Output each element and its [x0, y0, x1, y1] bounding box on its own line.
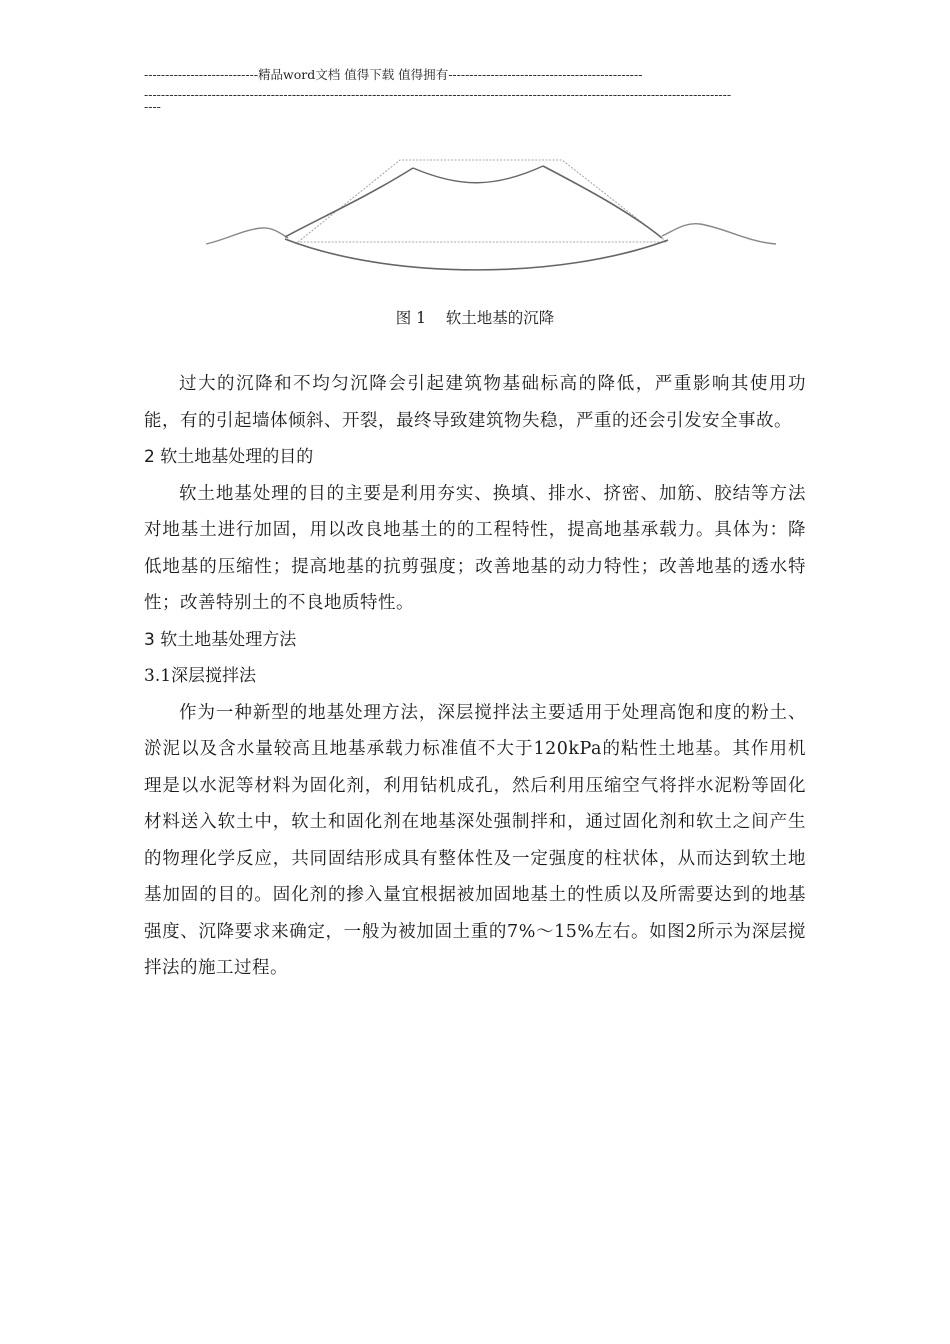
section-heading-2: 2 软土地基处理的目的	[144, 447, 314, 467]
settlement-figure	[200, 150, 780, 280]
paragraph-settlement-effects: 过大的沉降和不均匀沉降会引起建筑物基础标高的降低，严重影响其使用功能，有的引起墙体倾斜、开裂，最终导致建筑物失稳，严重的还会引发安全事故。	[144, 374, 806, 431]
settled-embankment-right-slope	[543, 166, 662, 238]
section-heading-3: 3 软土地基处理方法	[144, 629, 297, 650]
header-line-dashes: -------------------------------------------------------------------------------------------------------------------------------------------	[144, 88, 732, 102]
figure-caption-label: 图 1	[395, 309, 427, 327]
ground-line-right	[662, 224, 776, 244]
settled-base-curve	[285, 239, 668, 270]
header-line-title: ---------------------------精品word文档 值得下载 值得拥有----------------------------------------------	[144, 68, 643, 82]
document-body	[144, 366, 806, 987]
subsection-heading-3-1: 3.1深层搅拌法	[144, 666, 257, 686]
settled-crest-curve	[413, 166, 543, 183]
paragraph-deep-mixing: 作为一种新型的地基处理方法，深层搅拌法主要适用于处理高饱和度的粉土、淤泥以及含水量较高且地基承载力标准值不大于120kPa的粘性土地基。其作用机理是以水泥等材料为固化剂，利用钻机成孔，然后利用压缩空气将拌水泥粉等固化材料送入软土中，软土和固化剂在地基深处强制拌和，通过固化剂和软土之间产生的物理化学反应，共同固结形成具有整体性及一定强度的柱状体，从而达到软土地基加固的目的。固化剂的掺入量宜根据被加固地基土的性质以及所需要达到的地基强度、沉降要求来确定，一般为被加固土重的7%～15%左右。如图2所示为深层搅拌法的施工过程。	[144, 702, 806, 978]
paragraph-treatment-purpose: 软土地基处理的目的主要是利用夯实、换填、排水、挤密、加筋、胶结等方法对地基土进行加固，用以改良地基土的的工程特性，提高地基承载力。具体为：降低地基的压缩性；提高地基的抗剪强度；改善地基的动力特性；改善地基的透水特性；改善特别土的不良地质特性。	[144, 483, 806, 613]
settlement-diagram	[200, 150, 780, 280]
header-line-dashes-end: ----	[144, 100, 161, 114]
figure-caption-text: 软土地基的沉降	[445, 309, 555, 327]
ground-line-left	[206, 228, 288, 244]
figure-caption	[0, 308, 950, 328]
settled-embankment-left-slope	[285, 168, 413, 237]
